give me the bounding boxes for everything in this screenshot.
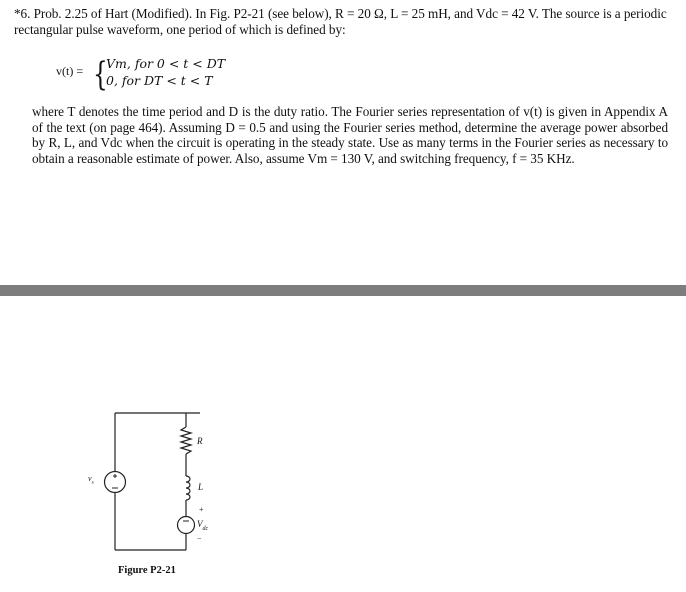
vdc-plus-label: + (199, 505, 204, 514)
equation-brace: { (93, 54, 108, 93)
problem-statement: *6. Prob. 2.25 of Hart (Modified). In Fig. P2-21 (see below), R = 20 Ω, L = 25 mH, and Vdc = 42 V. The source is a periodic rectangular pulse waveform, one period of which is defined by: (14, 6, 667, 37)
vdc-label (197, 519, 208, 532)
figure-caption: Figure P2-21 (118, 565, 176, 576)
equation-case-2: 0, for DT < t < T (106, 73, 213, 88)
resistor-symbol (181, 427, 191, 454)
circuit-diagram (0, 296, 686, 592)
vs-label-main: v (88, 474, 92, 483)
vdc-minus-label: − (197, 534, 202, 543)
vdc-source-symbol (178, 517, 195, 534)
equation-lhs: v(t) = (56, 64, 84, 78)
vdc-label-main: V (197, 519, 203, 529)
vdc-label-sub: dc (202, 525, 209, 532)
vs-label-sub: s (91, 479, 94, 486)
source-vs-label (88, 474, 94, 486)
section-divider (0, 285, 686, 296)
resistor-label: R (197, 436, 203, 446)
equation-case-1: Vm, for 0 < t < DT (106, 56, 226, 71)
inductor-label: L (198, 482, 204, 492)
problem-body: where T denotes the time period and D is the duty ratio. The Fourier series representation of v(t) is given in Appendix A of the text (on page 464). Assuming D = 0.5 and using the Fourier series method, determine the average power absorbed by R, L, and Vdc when the circuit is operating in the steady state. Use as many terms in the Fourier series as necessary to obtain a reasonable estimate of power. Also, assume Vm = 130 V, and switching frequency, f = 35 KHz. (32, 104, 668, 166)
inductor-symbol (186, 476, 190, 500)
